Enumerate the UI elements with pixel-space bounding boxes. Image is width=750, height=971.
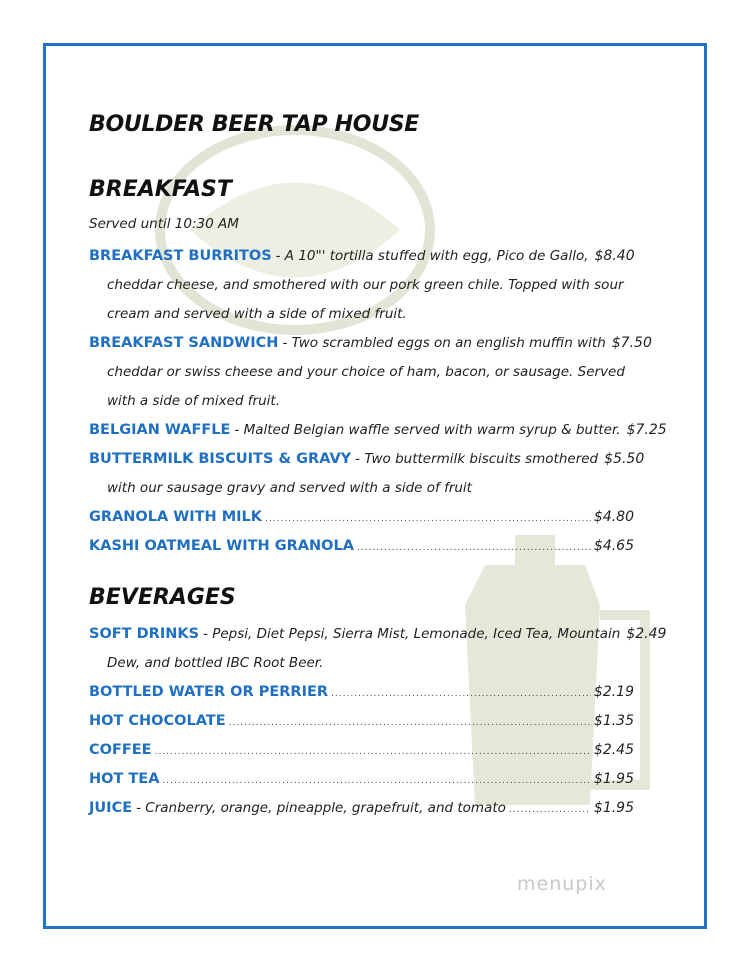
restaurant-title: BOULDER BEER TAP HOUSE [89,112,420,137]
item-price: $1.95 [593,771,634,787]
menu-item-line [89,765,634,794]
item-description: - Cranberry, orange, pineapple, grapefruit, and tomato [136,800,506,816]
dot-leader [357,534,591,563]
dot-leader [331,680,591,709]
menu-item-line [89,532,634,561]
breakfast-note: Served until 10:30 AM [89,216,239,232]
item-price: $2.45 [593,742,634,758]
item-price: $7.25 [626,422,667,438]
menu-item [89,532,634,561]
menu-item-line [89,242,634,271]
item-price: $4.80 [593,509,634,525]
item-price: $7.50 [611,335,652,351]
item-name: GRANOLA WITH MILK [89,509,263,525]
dot-leader [162,767,590,796]
item-name: BELGIAN WAFFLE [89,422,231,438]
dot-leader [509,796,591,825]
menu-item [89,503,634,532]
item-name: HOT TEA [89,771,160,787]
dot-leader [265,505,591,534]
item-description-continued: cheddar or swiss cheese and your choice of ham, bacon, or sausage. Served [107,364,625,380]
item-name: BREAKFAST SANDWICH [89,335,279,351]
dot-leader [155,738,591,767]
item-description-continued: cream and served with a side of mixed fruit. [107,306,407,322]
item-name: BREAKFAST BURRITOS [89,248,272,264]
item-description: - Two scrambled eggs on an english muffin with [282,335,606,351]
menu-item-line [89,707,634,736]
menu-item-line [89,736,634,765]
item-price: $1.95 [593,800,634,816]
item-description-continued: with our sausage gravy and served with a side of fruit [107,480,472,496]
item-description: - Malted Belgian waffle served with warm syrup & butter. [234,422,621,438]
item-description-continued: with a side of mixed fruit. [107,393,281,409]
menu-item [89,416,667,445]
menu-item-line [89,678,634,707]
item-description-continued: cheddar cheese, and smothered with our pork green chile. Topped with sour [107,277,624,293]
menu-content [89,112,667,823]
item-name: COFFEE [89,742,152,758]
menu-item [89,765,634,794]
breakfast-list [89,242,667,561]
item-price: $2.19 [593,684,634,700]
beverages-heading: BEVERAGES [89,585,236,610]
menu-item [89,707,634,736]
menu-item-line [89,416,667,445]
item-price: $1.35 [593,713,634,729]
menu-item [89,242,634,329]
item-name: BOTTLED WATER OR PERRIER [89,684,329,700]
menu-item-line [89,620,667,649]
beverages-list [89,620,667,823]
item-name: BUTTERMILK BISCUITS & GRAVY [89,451,352,467]
item-description: - Pepsi, Diet Pepsi, Sierra Mist, Lemonade, Iced Tea, Mountain [203,626,621,642]
menupix-watermark: menupix [517,873,607,895]
item-price: $5.50 [604,451,645,467]
item-description-continued: Dew, and bottled IBC Root Beer. [107,655,324,671]
menu-item [89,445,645,503]
item-price: $2.49 [626,626,667,642]
item-description: - A 10"' tortilla stuffed with egg, Pico de Gallo, [275,248,589,264]
menu-item [89,736,634,765]
item-name: JUICE [89,800,133,816]
item-price: $4.65 [593,538,634,554]
menu-item [89,678,634,707]
item-price: $8.40 [594,248,635,264]
item-description: - Two buttermilk biscuits smothered [355,451,599,467]
menu-item [89,794,634,823]
item-name: KASHI OATMEAL WITH GRANOLA [89,538,354,554]
menu-item [89,329,652,416]
menu-item-line [89,445,645,474]
breakfast-heading: BREAKFAST [89,177,232,202]
menu-item-line [89,329,652,358]
item-name: HOT CHOCOLATE [89,713,226,729]
menu-item [89,620,667,678]
menu-item-line [89,503,634,532]
item-name: SOFT DRINKS [89,626,200,642]
dot-leader [229,709,591,738]
menu-item-line [89,794,634,823]
